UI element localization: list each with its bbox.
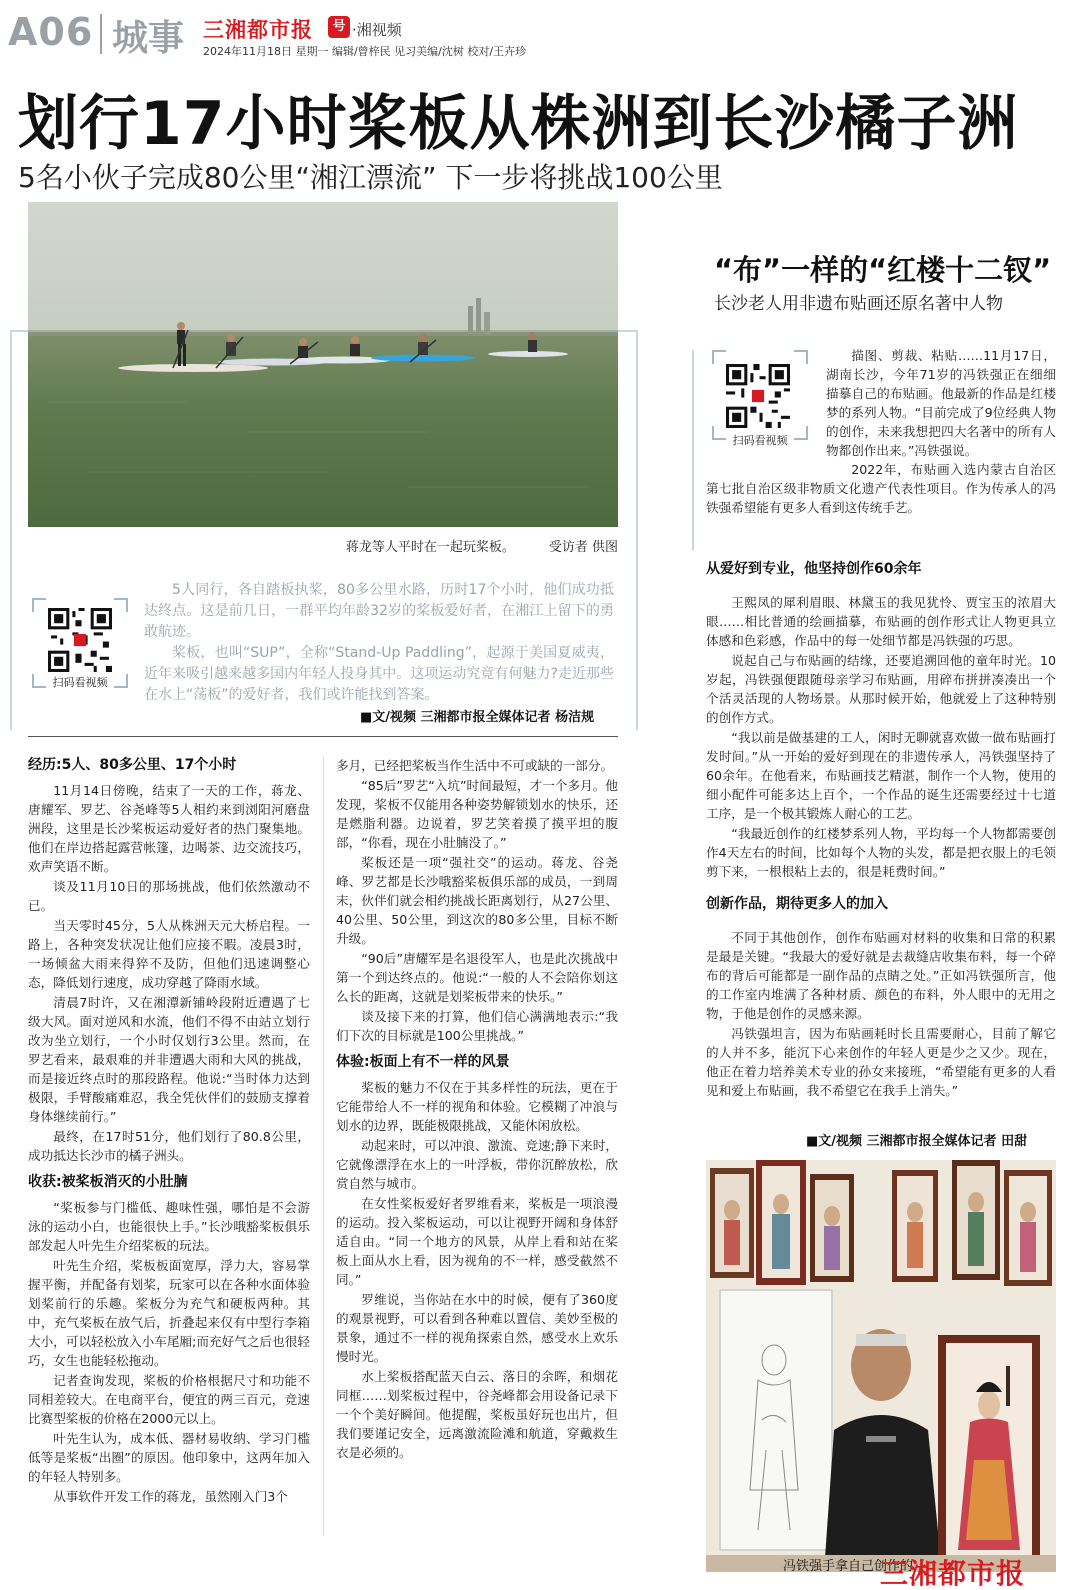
paragraph: “桨板参与门槛低、趣味性强，哪怕是不会游泳的运动小白，也能很快上手。”长沙哦豁桨板俱乐部发起人叶先生介绍桨板的玩法。 xyxy=(28,1200,310,1253)
section-heading: 体验:板面上有不一样的风景 xyxy=(336,1054,510,1070)
paragraph: 谈及11月10日的那场挑战，他们依然激动不已。 xyxy=(28,879,310,913)
paragraph: 谈及接下来的打算，他们信心满满地表示:“我们下次的目标就是100公里挑战。” xyxy=(336,1009,618,1043)
page-number: A06 xyxy=(8,10,94,54)
right-article-body xyxy=(706,554,1056,1101)
header-divider xyxy=(100,14,102,54)
paragraph: 从事软件开发工作的蒋龙，虽然刚入门3个 xyxy=(53,1489,288,1504)
qr-label: 扫码看视频 xyxy=(732,434,788,447)
artist-photo xyxy=(706,1160,1056,1572)
paddleboard-photo xyxy=(28,202,618,527)
section-heading: 收获:被桨板消灭的小肚腩 xyxy=(28,1174,188,1190)
paragraph: 不同于其他创作，创作布贴画对材料的收集和日常的积累是最是关键。“我最大的爱好就是去裁缝店收集布料，每一个碎布的背后可能都是一副作品的点睛之处。”正如冯铁强所言，他的工作室内堆满了各种材质、颜色的布料，外人眼中的无用之物，于他是创作的灵感来源。 xyxy=(706,930,1056,1021)
photo-caption: 冯铁强手拿自己创作的 xyxy=(783,1559,914,1574)
paragraph: 叶先生认为，成本低、器材易收纳、学习门槛低等是桨板“出圈”的原因。他印象中，这两年加入的年轻人特别多。 xyxy=(28,1431,310,1484)
newspaper-logo: 三湘都市报 xyxy=(203,18,313,42)
main-subheadline: 5名小伙子完成80公里“湘江漂流” 下一步将挑战100公里 xyxy=(18,161,723,194)
main-headline: 划行17小时桨板从株洲到长沙橘子洲 xyxy=(18,89,1019,159)
paragraph: 叶先生介绍，桨板板面宽厚，浮力大，容易掌握平衡，并配备有划桨，玩家可以在各种水面体验划桨前行的乐趣。桨板分为充气和硬板两种。其中，充气桨板在放气后，折叠起来仅有中型行李箱大小，可以轻松放入小车尾厢;而充好气之后也很轻巧，女生也能轻松拖动。 xyxy=(28,1258,310,1368)
section-heading: 经历:5人、80多公里、17个小时 xyxy=(28,757,237,773)
byline: ■文/视频 三湘都市报全媒体记者 杨洁规 xyxy=(360,710,595,725)
paragraph: 清晨7时许，又在湘潭新铺岭段附近遭遇了七级大风。面对逆风和水流，他们不得不由站立划行改为坐立划行，一个小时仅划行3公里。然而，在罗艺看来，最艰难的并非遭遇大雨和大风的挑战，而是接近终点时的那段路程。他说:“当时体力达到极限，手臂酸痛难忍，我全凭伙伴们的鼓励支撑着身体继续前行。” xyxy=(28,995,310,1124)
paragraph: 11月14日傍晚，结束了一天的工作，蒋龙、唐耀军、罗艺、谷尧峰等5人相约来到浏阳河磨盘洲段，这里是长沙桨板运动爱好者的热门聚集地。他们在岸边搭起露营帐篷，边喝茶、边交流技巧，欢声笑语不断。 xyxy=(28,783,310,874)
article-column xyxy=(28,756,310,1507)
intro-paragraph: 桨板，也叫“SUP”，全称“Stand-Up Paddling”，起源于美国夏威夷，近年来吸引越来越多国内年轻人投身其中。这项运动究竟有何魅力?走近那些在水上“荡板”的爱好者，我们或许能找到答案。 xyxy=(144,645,614,703)
divider xyxy=(28,736,618,737)
qr-code-box[interactable] xyxy=(712,350,808,447)
paragraph: 多月，已经把桨板当作生活中不可或缺的一部分。 xyxy=(336,758,614,773)
qr-code-box[interactable] xyxy=(32,598,128,688)
intro-paragraph: 5人同行，各自踏板执桨，80多公里水路，历时17个小时，他们成功抵达终点。这是前几日，一群平均年龄32岁的桨板爱好者，在湘江上留下的勇敢航迹。 xyxy=(144,582,614,640)
section-heading: 创新作品，期待更多人的加入 xyxy=(706,896,888,912)
paragraph: 王熙凤的犀利眉眼、林黛玉的我见犹怜、贾宝玉的浓眉大眼……相比普通的绘画描摹，布贴画的创作形式让人物更具立体感和色彩感，作品中的每一处细节都是冯铁强的巧思。 xyxy=(706,595,1056,648)
paragraph: 动起来时，可以冲浪、激流、竞速;静下来时，它就像漂浮在水上的一叶浮板，带你沉醉放松，欣赏自然与城市。 xyxy=(336,1138,618,1191)
article-column xyxy=(336,756,618,1463)
paragraph: 水上桨板搭配蓝天白云、落日的余晖，和烟花同框……划桨板过程中，谷尧峰都会用设备记录下一个个美好瞬间。他提醒，桨板虽好玩也出片，但我们要谨记安全，远离激流险滩和航道，穿戴救生衣是必须的。 xyxy=(336,1369,618,1460)
paragraph: 2022年，布贴画入选内蒙古自治区第七批自治区级非物质文化遗产代表性项目。作为传承人的冯铁强希望能有更多人看到这传统手艺。 xyxy=(706,462,1056,515)
caption-text: 蒋龙等人平时在一起玩桨板。 xyxy=(345,540,515,555)
video-badge-icon: 号 xyxy=(328,16,350,38)
section-name: 城事 xyxy=(112,18,185,59)
issue-info: 2024年11月18日 星期一 编辑/曾梓民 见习美编/沈树 校对/王卉珍 xyxy=(203,45,527,58)
qr-label: 扫码看视频 xyxy=(52,676,108,689)
page-header xyxy=(0,0,1080,66)
byline: ■文/视频 三湘都市报全媒体记者 田甜 xyxy=(806,1134,1028,1149)
video-brand: ·湘视频 xyxy=(352,21,402,39)
column-divider xyxy=(323,756,324,1536)
right-article-subtitle: 长沙老人用非遗布贴画还原名著中人物 xyxy=(714,294,1003,314)
article-intro xyxy=(144,580,614,706)
paragraph: 最终，在17时51分，他们划行了80.8公里，成功抵达长沙市的橘子洲头。 xyxy=(28,1129,310,1163)
intro-frame xyxy=(692,350,694,550)
right-article-title: “布”一样的“红楼十二钗” xyxy=(714,253,1052,287)
photo-credit: 受访者 供图 xyxy=(548,540,618,555)
paragraph: 说起自己与布贴画的结缘，还要追溯回他的童年时光。10岁起，冯铁强便跟随母亲学习布贴画，用碎布拼拼凑凑出一个个活灵活现的人物场景。从那时候开始，他就爱上了这种特别的创作方式。 xyxy=(706,653,1056,725)
paragraph: 记者查询发现，桨板的价格根据尺寸和功能不同相差较大。在电商平台，便宜的两三百元，竞速比赛型桨板的价格在2000元以上。 xyxy=(28,1373,310,1426)
paragraph: “我以前是做基建的工人，闲时无聊就喜欢做一做布贴画打发时间。”从一开始的爱好到现在的非遗传承人，冯铁强坚持了60余年。在他看来，布贴画技艺精湛，制作一个人物，使用的细小配件可能多达上百个，一个作品的诞生还需要经过十七道工序，是一个极其锻炼人耐心的工艺。 xyxy=(706,730,1056,821)
paragraph: 罗维说，当你站在水中的时候，便有了360度的观景视野，可以看到各种难以置信、美妙至极的景象，通过不一样的视角探索自然，感受水上欢乐慢时光。 xyxy=(336,1292,618,1364)
paragraph: “90后”唐耀军是名退役军人，也是此次挑战中第一个到达终点的。他说:“一般的人不会陪你划这么长的距离，这就是划桨板带来的快乐。” xyxy=(336,951,618,1004)
paragraph: 冯铁强坦言，因为布贴画耗时长且需要耐心，目前了解它的人并不多，能沉下心来创作的年轻人更是少之又少。现在，他正在着力培养美术专业的孙女来接班，“希望能有更多的人看见和爱上布贴画，我不希望它在我手上消失。” xyxy=(706,1026,1056,1098)
paragraph: “我最近创作的红楼梦系列人物，平均每一个人物都需要创作4天左右的时间，比如每个人物的头发，都是把衣服上的毛领剪下来，一根根粘上去的，很是耗费时间。” xyxy=(706,826,1056,879)
paragraph: “85后”罗艺“入坑”时间最短，才一个多月。他发现，桨板不仅能用各种姿势解锁划水的快乐，还是燃脂利器。边说着，罗艺笑着摸了摸平坦的腹部，“你看，现在小肚腩没了。” xyxy=(336,778,618,850)
qr-code-icon[interactable] xyxy=(726,364,790,428)
paragraph: 描图、剪裁、粘贴……11月17日，湖南长沙，今年71岁的冯铁强正在细细描摹自己的布贴画。他最新的作品是红楼梦的系列人物。“目前完成了9位经典人物的创作，未来我想把四大名著中的所有人物都创作出来。”冯铁强说。 xyxy=(826,348,1056,458)
newspaper-logo: 三湘都市报 xyxy=(880,1557,1026,1590)
paragraph: 当天零时45分，5人从株洲天元大桥启程。一路上，各种突发状况让他们应接不暇。凌晨3时，一场倾盆大雨来得猝不及防，但他们迅速调整心态，降低划行速度，成功穿越了降雨水域。 xyxy=(28,918,310,990)
paragraph: 桨板的魅力不仅在于其多样性的玩法，更在于它能带给人不一样的视角和体验。它模糊了冲浪与划水的边界，既能极限挑战，又能休闲放松。 xyxy=(336,1080,618,1133)
section-heading: 从爱好到专业，他坚持创作60余年 xyxy=(706,561,922,577)
qr-code-icon[interactable] xyxy=(48,608,112,672)
photo-caption xyxy=(28,536,618,555)
paragraph: 在女性桨板爱好者罗维看来，桨板是一项浪漫的运动。投入桨板运动，可以让视野开阔和身体舒适自由。“同一个地方的风景，从岸上看和站在桨板上面从水上看，因为视角的不一样，感受截然不同。” xyxy=(336,1196,618,1287)
paragraph: 桨板还是一项“强社交”的运动。蒋龙、谷尧峰、罗艺都是长沙哦豁桨板俱乐部的成员，一到周末，伙伴们就会相约挑战长距离划行，从27公里、40公里、50公里，到这次的80多公里，目标不断升级。 xyxy=(336,855,618,946)
